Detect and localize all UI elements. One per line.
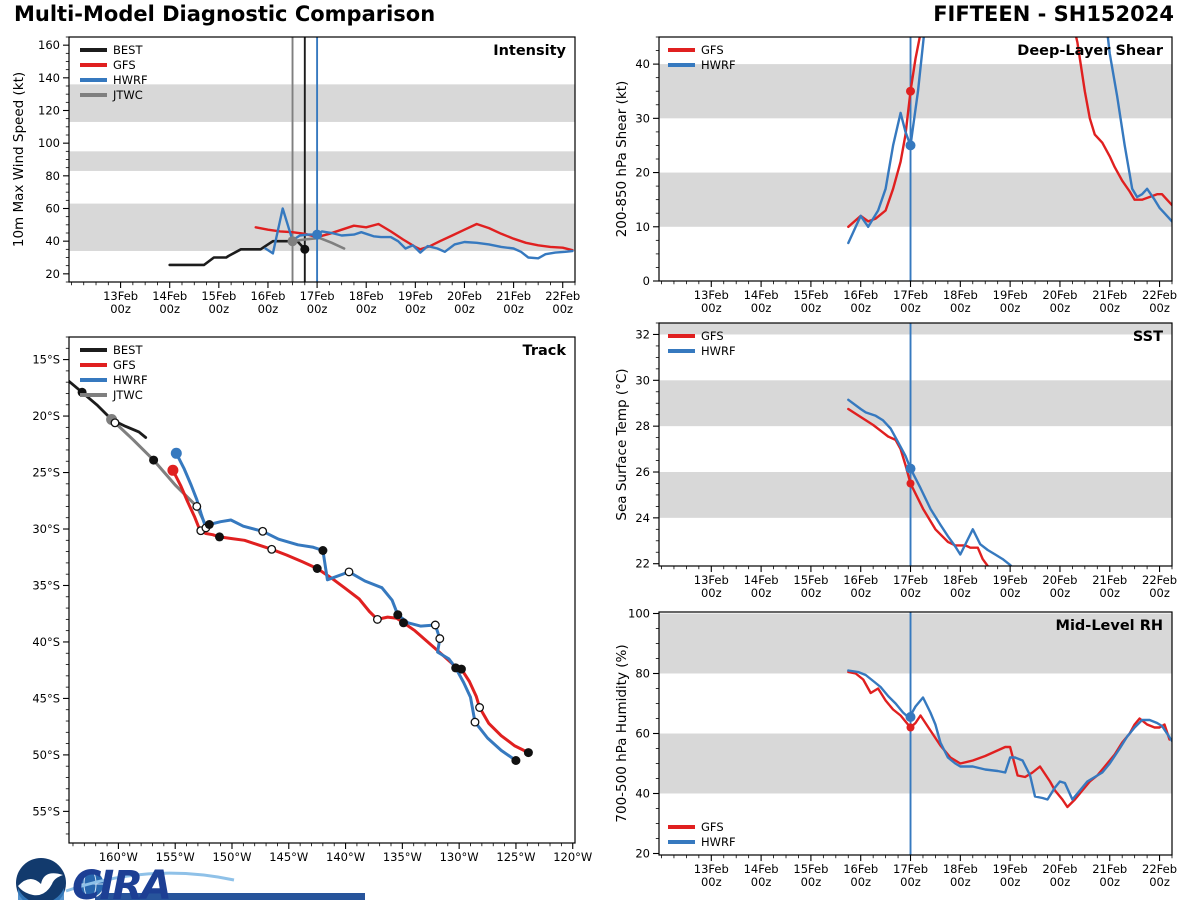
sst-xtick-label: 14Feb	[743, 573, 779, 587]
rh-legend-label-gfs: GFS	[701, 820, 724, 834]
intensity-xtick-label2: 00z	[306, 302, 328, 316]
rh-xtick-label: 17Feb	[893, 862, 929, 876]
intensity-xtick-label: 15Feb	[201, 289, 237, 303]
shear-band	[659, 173, 1172, 227]
intensity-ytick-label: 80	[45, 168, 60, 183]
footer-logos	[16, 858, 365, 900]
track-legend	[80, 343, 148, 402]
track-marker	[436, 635, 444, 643]
intensity-xtick-label: 21Feb	[496, 289, 532, 303]
intensity-xtick-label: 19Feb	[397, 289, 433, 303]
shear-xtick-label: 18Feb	[942, 288, 978, 302]
rh-marker	[907, 724, 915, 732]
intensity-band	[69, 84, 575, 122]
shear-xtick-label2: 00z	[850, 301, 872, 315]
rh-ytick-label: 100	[628, 606, 650, 621]
track-marker	[111, 419, 119, 427]
track-xtick-label: 130°W	[439, 850, 479, 864]
intensity-xtick-label2: 00z	[405, 302, 426, 316]
track-gfs-line	[173, 470, 529, 752]
shear-xtick-label2: 00z	[900, 301, 921, 315]
track-hwrf-line	[176, 453, 516, 760]
sst-xtick-label: 17Feb	[893, 573, 929, 587]
rh-ylabel: 700-500 hPa Humidity (%)	[614, 644, 630, 823]
sst-ylabel: Sea Surface Temp (°C)	[614, 368, 630, 521]
track-panel	[32, 337, 592, 864]
intensity-xtick-label: 14Feb	[152, 289, 188, 303]
track-legend-label-gfs: GFS	[113, 358, 136, 372]
track-marker	[215, 532, 224, 541]
sst-marker	[906, 464, 916, 474]
intensity-legend	[80, 43, 148, 102]
shear-xtick-label2: 00z	[1099, 301, 1121, 315]
rh-legend-label-hwrf: HWRF	[701, 835, 736, 849]
rh-xtick-label: 19Feb	[992, 862, 1028, 876]
track-marker	[374, 616, 382, 624]
intensity-ytick-label: 60	[45, 201, 60, 216]
sst-xtick-label2: 00z	[700, 586, 722, 600]
sst-legend-label-hwrf: HWRF	[701, 344, 736, 358]
shear-ytick-label: 20	[635, 165, 650, 180]
track-marker	[345, 568, 353, 576]
track-marker	[432, 621, 440, 629]
storm-id-title: FIFTEEN - SH152024	[933, 2, 1174, 26]
page-title: Multi-Model Diagnostic Comparison	[14, 2, 436, 26]
intensity-xtick-label: 18Feb	[348, 289, 384, 303]
shear-marker	[906, 87, 915, 96]
intensity-xtick-label2: 00z	[208, 302, 230, 316]
sst-ytick-label: 32	[635, 327, 650, 342]
intensity-legend-label-best: BEST	[113, 43, 143, 57]
intensity-panel	[11, 37, 580, 316]
intensity-xtick-label: 13Feb	[103, 289, 139, 303]
sst-xtick-label2: 00z	[1099, 586, 1121, 600]
sst-xtick-label2: 00z	[949, 586, 971, 600]
shear-xtick-label: 20Feb	[1042, 288, 1078, 302]
sst-xtick-label: 21Feb	[1092, 573, 1128, 587]
sst-xtick-label: 18Feb	[942, 573, 978, 587]
track-title: Track	[522, 343, 566, 359]
track-ytick-label: 50°S	[32, 747, 60, 762]
intensity-xtick-label: 20Feb	[446, 289, 482, 303]
sst-band	[659, 323, 1172, 334]
shear-xtick-label2: 00z	[800, 301, 822, 315]
sst-xtick-label2: 00z	[1049, 586, 1071, 600]
track-ytick-label: 45°S	[32, 691, 60, 706]
sst-panel	[614, 323, 1177, 600]
sst-xtick-label: 20Feb	[1042, 573, 1078, 587]
track-legend-label-best: BEST	[113, 343, 143, 357]
shear-xtick-label2: 00z	[700, 301, 722, 315]
track-ytick-label: 55°S	[32, 804, 60, 819]
rh-ytick-label: 60	[635, 726, 650, 741]
rh-xtick-label: 14Feb	[743, 862, 779, 876]
track-marker	[393, 610, 402, 619]
intensity-marker	[288, 236, 298, 246]
rh-xtick-label2: 00z	[750, 875, 772, 889]
shear-xtick-label: 19Feb	[992, 288, 1028, 302]
cira-wordmark: CIRA	[72, 863, 170, 900]
intensity-legend-label-hwrf: HWRF	[113, 73, 148, 87]
sst-ytick-label: 24	[635, 510, 650, 525]
track-ytick-label: 40°S	[32, 634, 60, 649]
sst-ytick-label: 22	[635, 556, 650, 571]
rh-xtick-label2: 00z	[850, 875, 872, 889]
sst-band	[659, 380, 1172, 426]
intensity-legend-label-gfs: GFS	[113, 58, 136, 72]
sst-xtick-label: 15Feb	[793, 573, 829, 587]
track-marker	[399, 618, 408, 627]
intensity-ytick-label: 160	[38, 38, 60, 53]
rh-xtick-label: 21Feb	[1092, 862, 1128, 876]
rh-xtick-label: 22Feb	[1142, 862, 1178, 876]
sst-xtick-label2: 00z	[900, 586, 921, 600]
shear-xtick-label: 16Feb	[843, 288, 879, 302]
shear-xtick-label2: 00z	[999, 301, 1021, 315]
shear-xtick-label2: 00z	[949, 301, 971, 315]
track-marker	[171, 448, 182, 459]
intensity-legend-label-jtwc: JTWC	[113, 88, 143, 102]
track-xtick-label: 135°W	[382, 850, 422, 864]
intensity-xtick-label2: 00z	[503, 302, 524, 316]
rh-ytick-label: 40	[635, 786, 650, 801]
intensity-ytick-label: 100	[38, 136, 60, 151]
track-marker	[167, 465, 178, 476]
track-ytick-label: 30°S	[32, 522, 60, 537]
track-marker	[149, 456, 158, 465]
sst-frame	[659, 323, 1172, 566]
track-xtick-label: 160°W	[98, 850, 138, 864]
panels	[11, 0, 1177, 889]
track-marker	[193, 503, 201, 511]
noaa-logo-icon	[16, 858, 66, 900]
track-marker	[268, 546, 276, 554]
shear-xtick-label: 13Feb	[693, 288, 729, 302]
intensity-title: Intensity	[493, 43, 566, 59]
track-xtick-label: 155°W	[155, 850, 195, 864]
rh-xtick-label2: 00z	[900, 875, 921, 889]
rh-xtick-label2: 00z	[1149, 875, 1170, 889]
rh-xtick-label2: 00z	[800, 875, 822, 889]
shear-xtick-label2: 00z	[750, 301, 772, 315]
shear-xtick-label: 22Feb	[1142, 288, 1178, 302]
rh-xtick-label2: 00z	[1099, 875, 1121, 889]
rh-xtick-label2: 00z	[1049, 875, 1071, 889]
intensity-band	[69, 151, 575, 171]
track-marker	[313, 564, 322, 573]
intensity-xtick-label2: 00z	[454, 302, 475, 316]
shear-legend-label-gfs: GFS	[701, 43, 724, 57]
sst-ytick-label: 30	[635, 373, 650, 388]
rh-panel	[614, 607, 1177, 890]
rh-xtick-label: 20Feb	[1042, 862, 1078, 876]
intensity-xtick-label2: 00z	[552, 302, 574, 316]
rh-xtick-label: 18Feb	[942, 862, 978, 876]
sst-xtick-label: 16Feb	[843, 573, 879, 587]
sst-xtick-label2: 00z	[1149, 586, 1170, 600]
shear-ytick-label: 0	[642, 274, 650, 288]
sst-legend-label-gfs: GFS	[701, 329, 724, 343]
rh-title: Mid-Level RH	[1055, 618, 1163, 634]
track-marker	[318, 546, 327, 555]
rh-xtick-label: 16Feb	[843, 862, 879, 876]
shear-xtick-label: 15Feb	[793, 288, 829, 302]
track-ytick-label: 20°S	[32, 409, 60, 424]
intensity-ytick-label: 20	[45, 266, 60, 281]
sst-marker	[907, 480, 915, 488]
intensity-marker	[312, 230, 322, 240]
sst-ytick-label: 26	[635, 465, 650, 480]
sst-title: SST	[1132, 329, 1163, 345]
track-marker	[205, 520, 214, 529]
sst-ytick-label: 28	[635, 419, 650, 434]
intensity-xtick-label: 17Feb	[299, 289, 335, 303]
intensity-ytick-label: 120	[38, 103, 60, 118]
shear-ylabel: 200-850 hPa Shear (kt)	[614, 80, 630, 238]
intensity-band	[69, 204, 575, 251]
shear-ytick-label: 40	[635, 57, 650, 72]
rh-xtick-label: 13Feb	[693, 862, 729, 876]
intensity-xtick-label2: 00z	[257, 302, 279, 316]
rh-xtick-label2: 00z	[949, 875, 971, 889]
shear-ytick-label: 30	[635, 111, 650, 126]
shear-title: Deep-Layer Shear	[1017, 43, 1163, 59]
sst-xtick-label2: 00z	[850, 586, 872, 600]
sst-xtick-label: 22Feb	[1142, 573, 1178, 587]
intensity-xtick-label2: 00z	[355, 302, 377, 316]
rh-xtick-label2: 00z	[999, 875, 1021, 889]
track-legend-label-jtwc: JTWC	[113, 388, 143, 402]
shear-xtick-label2: 00z	[1049, 301, 1071, 315]
track-xtick-label: 125°W	[496, 850, 536, 864]
shear-xtick-label: 21Feb	[1092, 288, 1128, 302]
sst-xtick-label: 13Feb	[693, 573, 729, 587]
intensity-ytick-label: 40	[45, 234, 60, 249]
track-xtick-label: 150°W	[212, 850, 252, 864]
intensity-marker	[300, 245, 309, 254]
track-xtick-label: 120°W	[553, 850, 593, 864]
track-marker	[524, 748, 533, 757]
sst-xtick-label: 19Feb	[992, 573, 1028, 587]
shear-marker	[906, 140, 916, 150]
track-marker	[259, 528, 267, 536]
rh-xtick-label: 15Feb	[793, 862, 829, 876]
intensity-ytick-label: 140	[38, 70, 60, 85]
track-marker	[457, 665, 466, 674]
rh-marker	[906, 712, 916, 722]
intensity-xtick-label2: 00z	[110, 302, 131, 316]
track-ytick-label: 25°S	[32, 465, 60, 480]
intensity-xtick-label: 22Feb	[545, 289, 581, 303]
track-ytick-label: 35°S	[32, 578, 60, 593]
track-marker	[476, 704, 484, 712]
shear-xtick-label: 14Feb	[743, 288, 779, 302]
intensity-xtick-label: 16Feb	[250, 289, 286, 303]
shear-legend-label-hwrf: HWRF	[701, 58, 736, 72]
rh-band	[659, 734, 1172, 794]
intensity-ylabel: 10m Max Wind Speed (kt)	[11, 71, 27, 248]
shear-ytick-label: 10	[635, 219, 650, 234]
sst-xtick-label2: 00z	[999, 586, 1021, 600]
rh-ytick-label: 20	[635, 846, 650, 861]
sst-xtick-label2: 00z	[800, 586, 822, 600]
shear-panel	[614, 0, 1177, 315]
intensity-xtick-label2: 00z	[159, 302, 181, 316]
track-marker	[511, 756, 520, 765]
track-legend-label-hwrf: HWRF	[113, 373, 148, 387]
track-ytick-label: 15°S	[32, 352, 60, 367]
rh-ytick-label: 80	[635, 666, 650, 681]
track-xtick-label: 140°W	[326, 850, 366, 864]
shear-xtick-label2: 00z	[1149, 301, 1170, 315]
rh-legend	[668, 820, 736, 849]
track-marker	[471, 718, 479, 726]
rh-xtick-label2: 00z	[700, 875, 722, 889]
track-xtick-label: 145°W	[269, 850, 309, 864]
shear-xtick-label: 17Feb	[893, 288, 929, 302]
sst-xtick-label2: 00z	[750, 586, 772, 600]
track-frame	[69, 337, 575, 843]
